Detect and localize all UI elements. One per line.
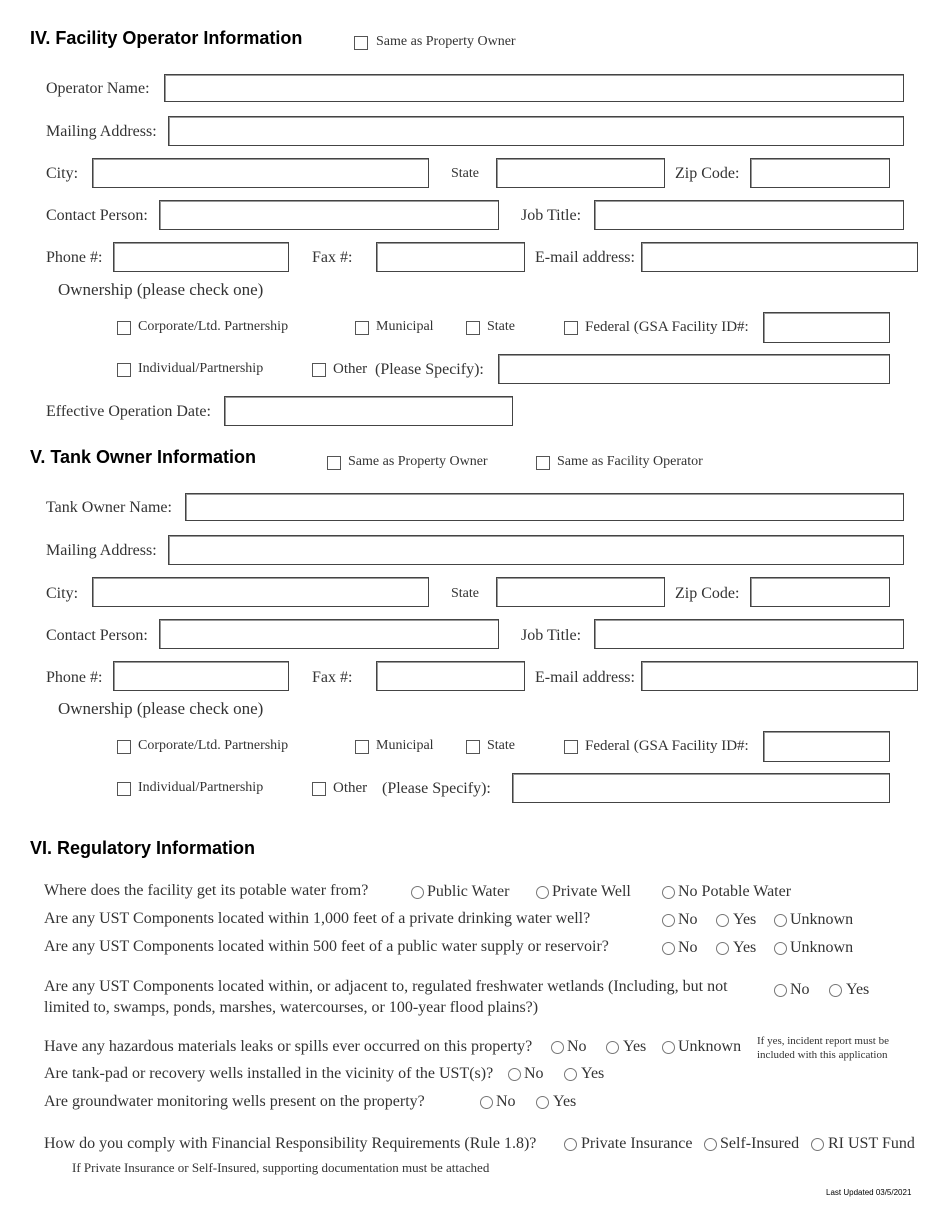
last-updated: Last Updated 03/5/2021	[826, 1188, 912, 1197]
operator-email-input[interactable]	[641, 242, 918, 272]
wetlands-yes-label: Yes	[846, 981, 870, 998]
public-supply-yes-radio[interactable]	[716, 942, 729, 955]
operator-own-municipal-checkbox[interactable]	[355, 321, 369, 335]
leaks-note	[757, 1034, 889, 1062]
tank-same-as-property-owner-label: Same as Property Owner	[348, 454, 488, 469]
groundwater-yes-label: Yes	[553, 1093, 577, 1110]
tank-state-label: State	[451, 586, 479, 601]
private-well-no-radio[interactable]	[662, 914, 675, 927]
operator-zip-label: Zip Code:	[675, 165, 740, 182]
public-supply-yes-label: Yes	[733, 939, 757, 956]
tankpad-yes-radio[interactable]	[564, 1068, 577, 1081]
tank-own-municipal-checkbox[interactable]	[355, 740, 369, 754]
section-vi-title: VI. Regulatory Information	[30, 838, 256, 858]
operator-own-state-checkbox[interactable]	[466, 321, 480, 335]
financial-private-insurance-label: Private Insurance	[581, 1135, 693, 1152]
tank-own-other-checkbox[interactable]	[312, 782, 326, 796]
tank-phone-input[interactable]	[113, 661, 289, 691]
tank-ownership-label: Ownership (please check one)	[58, 699, 264, 718]
leaks-no-label: No	[567, 1038, 587, 1055]
private-well-yes-radio[interactable]	[716, 914, 729, 927]
potable-public-water-label: Public Water	[427, 883, 510, 900]
tank-job-label: Job Title:	[521, 627, 582, 644]
operator-own-municipal-label: Municipal	[376, 319, 434, 334]
wetlands-question-line2: limited to, swamps, ponds, marshes, watercourses, or 100-year flood plains?)	[44, 999, 539, 1016]
operator-email-label: E-mail address:	[535, 249, 635, 266]
public-supply-unknown-label: Unknown	[790, 939, 854, 956]
tankpad-no-label: No	[524, 1065, 544, 1082]
financial-note: If Private Insurance or Self-Insured, supporting documentation must be attached	[72, 1160, 490, 1175]
operator-contact-input[interactable]	[159, 200, 499, 230]
leaks-unknown-radio[interactable]	[662, 1041, 675, 1054]
operator-own-corporate-label: Corporate/Ltd. Partnership	[138, 319, 289, 334]
wetlands-yes-radio[interactable]	[829, 984, 842, 997]
operator-contact-label: Contact Person:	[46, 207, 148, 224]
operator-own-state-label: State	[487, 319, 515, 334]
tank-own-corporate-label: Corporate/Ltd. Partnership	[138, 738, 289, 753]
potable-private-well-label: Private Well	[552, 883, 631, 900]
operator-own-individual-checkbox[interactable]	[117, 363, 131, 377]
same-as-property-owner-checkbox[interactable]	[354, 36, 368, 50]
operator-mailing-label: Mailing Address:	[46, 123, 157, 140]
tank-email-input[interactable]	[641, 661, 918, 691]
public-supply-question: Are any UST Components located within 500 feet of a public water supply or reservoir?	[44, 938, 609, 955]
wetlands-question-line1: Are any UST Components located within, or adjacent to, regulated freshwater wetlands (Including, but not	[44, 978, 728, 995]
operator-city-input[interactable]	[92, 158, 429, 188]
financial-self-insured-label: Self-Insured	[720, 1135, 800, 1152]
tank-own-specify-label: (Please Specify):	[382, 780, 491, 797]
leaks-no-radio[interactable]	[551, 1041, 564, 1054]
operator-name-label: Operator Name:	[46, 80, 150, 97]
tank-gsa-id-input[interactable]	[763, 731, 890, 762]
tank-same-as-property-owner-checkbox[interactable]	[327, 456, 341, 470]
financial-private-insurance-radio[interactable]	[564, 1138, 577, 1151]
potable-public-water-radio[interactable]	[411, 886, 424, 899]
operator-own-corporate-checkbox[interactable]	[117, 321, 131, 335]
operator-ownership-label: Ownership (please check one)	[58, 280, 264, 299]
tank-email-label: E-mail address:	[535, 669, 635, 686]
groundwater-no-label: No	[496, 1093, 516, 1110]
operator-phone-label: Phone #:	[46, 249, 103, 266]
private-well-unknown-radio[interactable]	[774, 914, 787, 927]
financial-self-insured-radio[interactable]	[704, 1138, 717, 1151]
public-supply-unknown-radio[interactable]	[774, 942, 787, 955]
effective-date-input[interactable]	[224, 396, 513, 426]
tank-job-input[interactable]	[594, 619, 904, 649]
tankpad-question: Are tank-pad or recovery wells installed in the vicinity of the UST(s)?	[44, 1065, 494, 1082]
operator-own-other-input[interactable]	[498, 354, 890, 384]
operator-state-label: State	[451, 166, 479, 181]
section-v-title: V. Tank Owner Information	[30, 447, 257, 467]
operator-name-input[interactable]	[164, 74, 904, 102]
leaks-note-line1: If yes, incident report must be	[757, 1035, 889, 1047]
tank-own-individual-checkbox[interactable]	[117, 782, 131, 796]
financial-question: How do you comply with Financial Responsibility Requirements (Rule 1.8)?	[44, 1135, 537, 1152]
tank-city-input[interactable]	[92, 577, 429, 607]
tank-own-individual-label: Individual/Partnership	[138, 780, 264, 795]
tank-same-as-operator-label: Same as Facility Operator	[557, 454, 703, 469]
effective-date-label: Effective Operation Date:	[46, 403, 211, 420]
tankpad-no-radio[interactable]	[508, 1068, 521, 1081]
operator-fax-input[interactable]	[376, 242, 525, 272]
operator-own-individual-label: Individual/Partnership	[138, 361, 264, 376]
operator-city-label: City:	[46, 165, 79, 182]
tank-state-input[interactable]	[496, 577, 665, 607]
potable-none-radio[interactable]	[662, 886, 675, 899]
wetlands-no-label: No	[790, 981, 810, 998]
tank-mailing-label: Mailing Address:	[46, 542, 157, 559]
groundwater-yes-radio[interactable]	[536, 1096, 549, 1109]
operator-own-specify-label: (Please Specify):	[375, 361, 484, 378]
same-as-property-owner-label: Same as Property Owner	[376, 34, 516, 49]
tank-fax-label: Fax #:	[312, 669, 353, 686]
public-supply-no-radio[interactable]	[662, 942, 675, 955]
leaks-note-line2: included with this application	[757, 1049, 888, 1061]
operator-zip-input[interactable]	[750, 158, 890, 188]
tank-own-other-label: Other	[333, 780, 368, 796]
section-iv-title: IV. Facility Operator Information	[30, 28, 303, 48]
tank-own-state-label: State	[487, 738, 515, 753]
tank-zip-input[interactable]	[750, 577, 890, 607]
groundwater-no-radio[interactable]	[480, 1096, 493, 1109]
private-well-unknown-label: Unknown	[790, 911, 854, 928]
private-well-yes-label: Yes	[733, 911, 757, 928]
tank-city-label: City:	[46, 585, 79, 602]
leaks-question: Have any hazardous materials leaks or spills ever occurred on this property?	[44, 1038, 533, 1055]
tankpad-yes-label: Yes	[581, 1065, 605, 1082]
tank-mailing-input[interactable]	[168, 535, 904, 565]
tank-zip-label: Zip Code:	[675, 585, 740, 602]
tank-own-federal-checkbox[interactable]	[564, 740, 578, 754]
tank-fax-input[interactable]	[376, 661, 525, 691]
leaks-unknown-label: Unknown	[678, 1038, 742, 1055]
tank-owner-name-input[interactable]	[185, 493, 904, 521]
private-well-question: Are any UST Components located within 1,000 feet of a private drinking water well?	[44, 910, 591, 927]
tank-contact-label: Contact Person:	[46, 627, 148, 644]
operator-job-label: Job Title:	[521, 207, 582, 224]
operator-own-federal-label: Federal (GSA Facility ID#:	[585, 319, 749, 335]
tank-own-corporate-checkbox[interactable]	[117, 740, 131, 754]
operator-phone-input[interactable]	[113, 242, 289, 272]
tank-phone-label: Phone #:	[46, 669, 103, 686]
financial-ri-fund-label: RI UST Fund	[828, 1135, 915, 1152]
leaks-yes-radio[interactable]	[606, 1041, 619, 1054]
tank-own-other-input[interactable]	[512, 773, 890, 803]
potable-none-label: No Potable Water	[678, 883, 792, 900]
operator-mailing-input[interactable]	[168, 116, 904, 146]
tank-contact-input[interactable]	[159, 619, 499, 649]
operator-gsa-id-input[interactable]	[763, 312, 890, 343]
tank-owner-name-label: Tank Owner Name:	[46, 499, 172, 516]
operator-state-input[interactable]	[496, 158, 665, 188]
private-well-no-label: No	[678, 911, 698, 928]
operator-own-other-checkbox[interactable]	[312, 363, 326, 377]
operator-own-federal-checkbox[interactable]	[564, 321, 578, 335]
leaks-yes-label: Yes	[623, 1038, 647, 1055]
potable-private-well-radio[interactable]	[536, 886, 549, 899]
wetlands-no-radio[interactable]	[774, 984, 787, 997]
financial-ri-fund-radio[interactable]	[811, 1138, 824, 1151]
operator-fax-label: Fax #:	[312, 249, 353, 266]
tank-own-state-checkbox[interactable]	[466, 740, 480, 754]
tank-own-municipal-label: Municipal	[376, 738, 434, 753]
public-supply-no-label: No	[678, 939, 698, 956]
groundwater-question: Are groundwater monitoring wells present on the property?	[44, 1093, 425, 1110]
operator-job-input[interactable]	[594, 200, 904, 230]
potable-water-question: Where does the facility get its potable water from?	[44, 882, 369, 899]
tank-same-as-operator-checkbox[interactable]	[536, 456, 550, 470]
operator-own-other-label: Other	[333, 361, 368, 377]
tank-own-federal-label: Federal (GSA Facility ID#:	[585, 738, 749, 754]
